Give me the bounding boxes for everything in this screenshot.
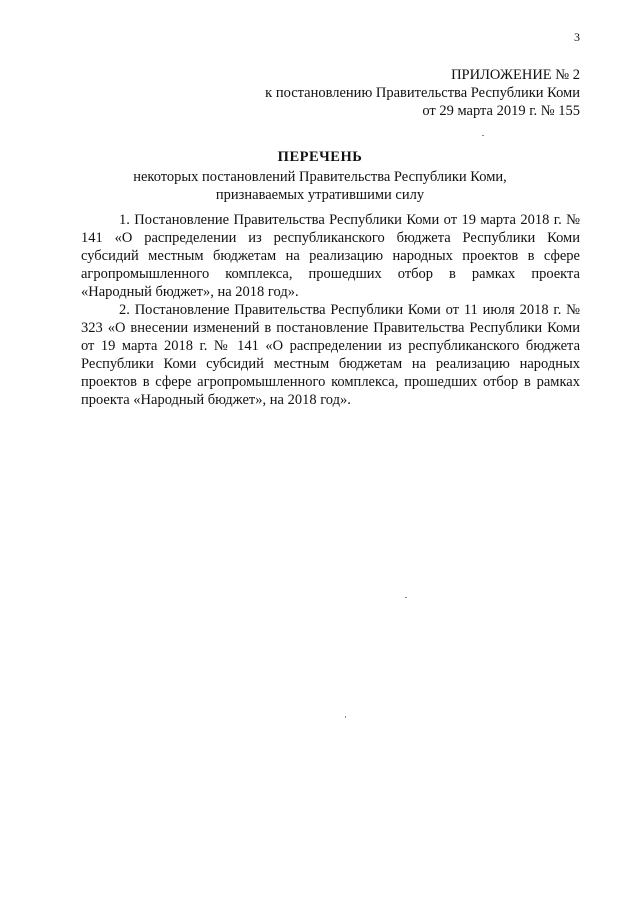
document-title — [60, 148, 580, 204]
page-number: 3 — [574, 30, 580, 44]
title-subtitle-line1: некоторых постановлений Правительства Республики Коми, — [133, 169, 507, 185]
scan-speck — [482, 135, 484, 136]
title-subtitle-line2: признаваемых утратившими силу — [215, 187, 425, 203]
appendix-reference: к постановлению Правительства Республики Коми — [265, 85, 580, 101]
appendix-date: от 29 марта 2019 г. № 155 — [422, 103, 580, 119]
title-heading: ПЕРЕЧЕНЬ — [277, 149, 363, 165]
appendix-header — [200, 66, 580, 120]
list-item: 2. Постановление Правительства Республики Коми от 11 июля 2018 г. № 323 «О внесении изменений в постановление Правительства Республики Коми от 19 марта 2018 г. № 141 «О распределении из республиканского бюджета Республики Коми субсидий местным бюджетам на реализацию народных проектов в сфере агропромышленного комплекса, прошедших отбор в рамках проекта «Народный бюджет», на 2018 год». — [81, 302, 580, 408]
list-item: 1. Постановление Правительства Республики Коми от 19 марта 2018 г. № 141 «О распределении из республиканского бюджета Республики Коми субсидий местным бюджетам на реализацию народных проектов в сфере агропромышленного комплекса, прошедших отбор в рамках проекта «Народный бюджет», на 2018 год». — [81, 212, 580, 300]
appendix-number: ПРИЛОЖЕНИЕ № 2 — [451, 67, 580, 83]
resolutions-list — [81, 211, 580, 409]
scan-speck — [345, 716, 346, 718]
scan-speck — [405, 597, 407, 598]
